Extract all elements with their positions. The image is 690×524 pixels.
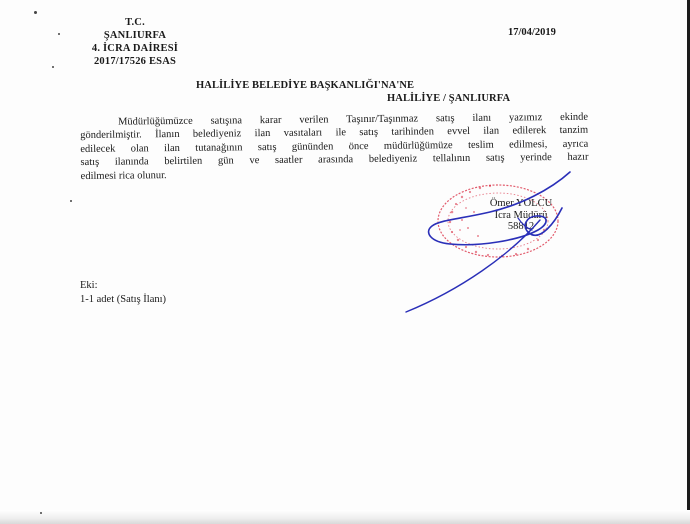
scan-speck bbox=[52, 66, 54, 68]
signatory-name: Ömer YOLCU bbox=[489, 198, 553, 209]
signatory-title: İcra Müdürü bbox=[494, 209, 548, 221]
handwritten-signature bbox=[400, 160, 580, 320]
header-republic: T.C. bbox=[125, 17, 145, 28]
attachment-item: 1-1 adet (Satış İlanı) bbox=[80, 293, 167, 305]
scan-bottom-shadow bbox=[0, 510, 690, 524]
addressee-institution: HALİLİYE BELEDİYE BAŞKANLIĞI'NA'NE bbox=[196, 80, 415, 91]
document-date: 17/04/2019 bbox=[508, 27, 556, 38]
body-line: gönderilmiştir. İlanın belediyeniz ilan vasıtaları ile satış tarihinden evvel ilan edilerek tanzim bbox=[80, 125, 589, 142]
signatory-id: 58812 bbox=[507, 221, 535, 232]
body-line: edilecek olan ilan tutanağının satış gününden önce müdürlüğümüze teslim edilmesi, ayrıca bbox=[80, 138, 589, 155]
header-office: 4. İCRA DAİRESİ bbox=[91, 43, 179, 54]
scan-speck bbox=[70, 200, 72, 202]
addressee-location: HALİLİYE / ŞANLIURFA bbox=[387, 93, 511, 104]
body-line: edilmesi rica olunur. bbox=[80, 169, 167, 182]
attachments bbox=[80, 279, 166, 306]
letterhead bbox=[60, 16, 210, 68]
scan-speck bbox=[34, 11, 37, 14]
body-line: satış ilanında belirtilen gün ve saatler arasında belediyeniz tellalının satış yerinde hazır bbox=[80, 151, 589, 169]
header-city: ŞANLIURFA bbox=[103, 30, 167, 41]
header-file-number: 2017/17526 ESAS bbox=[93, 56, 177, 67]
attachments-label: Eki: bbox=[80, 280, 98, 291]
scan-speck bbox=[40, 512, 42, 514]
body-line: Müdürlüğümüzce satışına karar verilen Taşınır/Taşınmaz satış ilanı yazımız ekinde bbox=[118, 111, 589, 128]
